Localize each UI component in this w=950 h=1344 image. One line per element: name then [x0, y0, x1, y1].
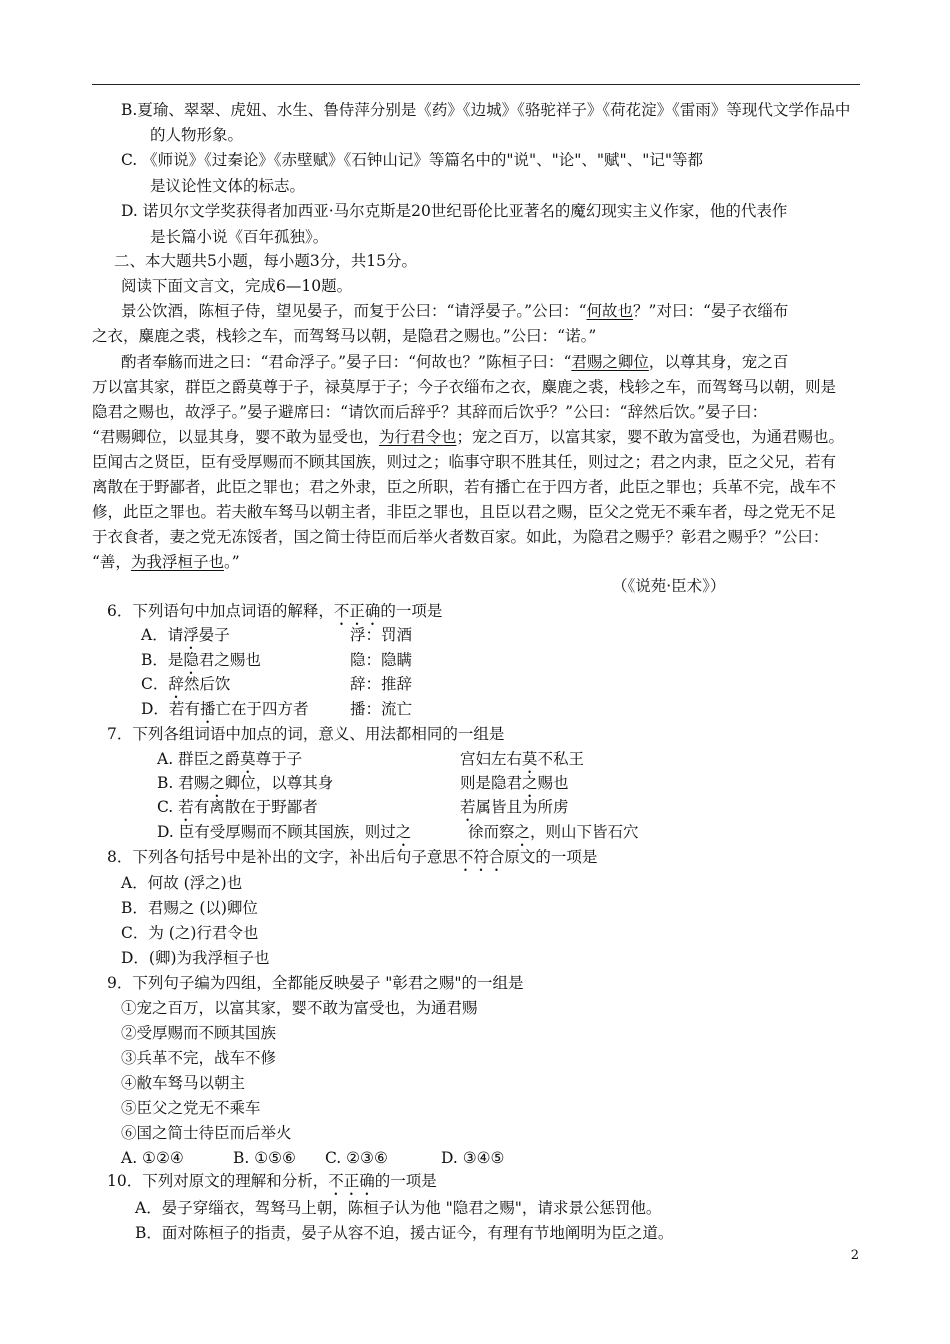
question-8-stem: 8．下列各句括号中是补出的文字，补出后句子意思不符合原文的一项是	[107, 848, 598, 866]
section-instruction: 阅读下面文言文，完成6—10题。	[121, 277, 353, 295]
q9-item: ②受厚赐而不顾其国族	[121, 1024, 277, 1042]
option-c-line2: 是议论性文体的标志。	[150, 177, 306, 195]
header-rule	[92, 84, 860, 85]
q7-row-c-right: 若属皆且为所虏	[460, 798, 569, 816]
q6-option-a: A．请浮晏子	[141, 626, 230, 644]
q6-option-d: D．若有播亡在于四方者	[141, 700, 309, 718]
question-10-stem: 10．下列对原文的理解和分析，不正确的一项是	[107, 1172, 437, 1190]
q9-choice-c: C. ②③⑥	[325, 1149, 388, 1167]
option-d-line1: D. 诺贝尔文学奖获得者加西亚·马尔克斯是20世纪哥伦比亚著名的魔幻现实主义作家，他的代表作	[121, 202, 788, 220]
passage-line: 于衣食者，妻之党无冻馁者，国之简士待臣而后举火者数百家。如此，为隐君之赐乎？彰君之赐乎？”公曰：	[92, 528, 829, 546]
q6-option-b-expl: 隐：隐瞒	[350, 651, 413, 669]
q9-item: ③兵革不完，战车不修	[121, 1049, 277, 1067]
q6-option-c-expl: 辞：推辞	[350, 675, 413, 693]
q9-item: ①宠之百万，以富其家，婴不敢为富受也，为通君赐	[121, 999, 478, 1017]
q7-row-d-left: D. 臣有受厚赐而不顾其国族，则过之	[157, 823, 412, 841]
passage-line: “善，为我浮桓子也。”	[92, 553, 240, 571]
passage-line: 臣闻古之贤臣，臣有受厚赐而不顾其国族，则过之；临事守职不胜其任，则过之；君之内隶，臣之父兄，若有	[92, 453, 837, 471]
q9-choice-a: A. ①②④	[121, 1149, 184, 1167]
passage-line: 景公饮酒，陈桓子侍，望见晏子，而复于公曰：“请浮晏子。”公曰：“何故也？”对曰：“晏子衣缁布	[121, 302, 789, 320]
q9-item: ⑥国之简士待臣而后举火	[121, 1124, 292, 1142]
page-number: 2	[850, 1248, 859, 1263]
question-9-stem: 9．下列句子编为四组，全都能反映晏子 "彰君之赐"的一组是	[107, 974, 524, 992]
option-b-line2: 的人物形象。	[150, 126, 244, 144]
passage-line: 离散在于野鄙者，此臣之罪也；君之外隶，臣之所职，若有播亡在于四方者，此臣之罪也；兵革不完，战车不	[92, 478, 837, 496]
section-header: 二、本大题共5小题，每小题3分，共15分。	[114, 252, 417, 270]
q7-row-b-right: 则是隐君之赐也	[460, 774, 569, 792]
q6-option-d-expl: 播：流亡	[350, 700, 413, 718]
passage-line: 隐君之赐也，故浮子。”晏子避席曰：“请饮而后辞乎？其辞而后饮乎？”公曰：“辞然后饮。”晏子曰：	[92, 403, 768, 421]
option-d-line2: 是长篇小说《百年孤独》。	[150, 228, 329, 246]
passage-line: 酌者奉觞而进之曰：“君命浮子。”晏子曰：“何故也？”陈桓子曰：“君赐之卿位，以尊其身，宠之百	[121, 353, 789, 371]
q6-option-c: C．辞然后饮	[141, 675, 231, 693]
q8-option-c: C．为 (之)行君令也	[121, 924, 259, 942]
q8-option-a: A．何故 (浮之)也	[121, 874, 243, 892]
q10-option-a: A．晏子穿缁衣，驾驽马上朝，陈桓子认为他 "隐君之赐"，请求景公惩罚他。	[135, 1199, 662, 1217]
q7-row-c-left: C. 若有离散在于野鄙者	[157, 798, 318, 816]
option-b-line1: B.夏瑜、翠翠、虎妞、水生、鲁侍萍分别是《药》《边城》《骆驼祥子》《荷花淀》《雷雨》等现代文学作品中	[121, 101, 851, 119]
passage-line: “君赐卿位，以显其身，婴不敢为显受也，为行君令也；宠之百万，以富其家，婴不敢为富受也，为通君赐也。	[92, 428, 844, 446]
q7-row-d-right: 徐而察之，则山下皆石穴	[468, 823, 639, 841]
q7-row-b-left: B. 君赐之卿位，以尊其身	[157, 774, 334, 792]
option-c-line1: C. 《师说》《过秦论》《赤壁赋》《石钟山记》等篇名中的"说"、"论"、"赋"、"记"等都	[121, 151, 703, 169]
q9-item: ④敝车驽马以朝主	[121, 1074, 246, 1092]
q7-row-a-right: 宫妇左右莫不私王	[460, 750, 585, 768]
q7-row-a-left: A. 群臣之爵莫尊于子	[157, 750, 303, 768]
passage-line: 修，此臣之罪也。若夫敝车驽马以朝主者，非臣之罪也，且臣以君之赐，臣父之党无不乘车者，母之党无不足	[92, 503, 837, 521]
q6-option-b: B．是隐君之赐也	[141, 651, 261, 669]
q10-option-b: B．面对陈桓子的指责，晏子从容不迫，援古证今，有理有节地阐明为臣之道。	[135, 1224, 674, 1242]
q8-option-b: B．君赐之 (以)卿位	[121, 899, 258, 917]
q8-option-d: D．(卿)为我浮桓子也	[121, 949, 270, 967]
q6-option-a-expl: 浮：罚酒	[350, 626, 413, 644]
passage-line: 之衣，麋鹿之裘，栈轸之车，而驾驽马以朝，是隐君之赐也。”公曰：“诺。”	[92, 327, 597, 345]
question-6-stem: 6．下列语句中加点词语的解释，不正确的一项是	[107, 602, 443, 620]
passage-line: 万以富其家，群臣之爵莫尊于子，禄莫厚于子；今子衣缁布之衣，麋鹿之裘，栈轸之车，而驾驽马以朝，则是	[92, 378, 837, 396]
question-7-stem: 7．下列各组词语中加点的词，意义、用法都相同的一组是	[107, 725, 505, 743]
q9-choice-b: B. ①⑤⑥	[233, 1149, 296, 1167]
q9-item: ⑤臣父之党无不乘车	[121, 1099, 261, 1117]
passage-source: （《说苑·臣术》）	[612, 577, 726, 595]
q9-choice-d: D. ③④⑤	[441, 1149, 505, 1167]
